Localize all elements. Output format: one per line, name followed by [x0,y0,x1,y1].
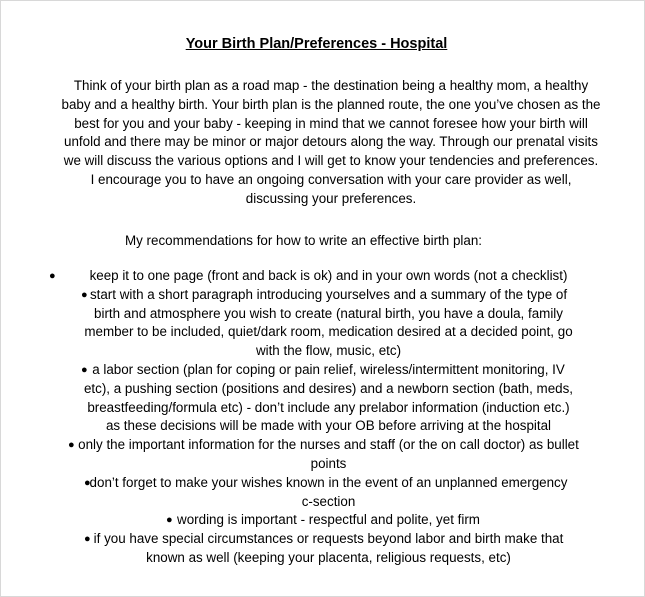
list-item-line: birth and atmosphere you wish to create (natural birth, you have a doula, family [94,305,563,321]
list-item-line: c-section [301,493,356,509]
list-item [41,286,616,361]
list-item-line: with the flow, music, etc) [255,343,402,359]
list-item [41,530,616,568]
list-item [41,267,616,286]
bullet-icon: ● [166,514,173,527]
bullet-icon: ● [84,476,91,489]
list-item-line: start with a short paragraph introducing yourselves and a summary of the type of [89,286,568,302]
list-item-line: breastfeeding/formula etc) - don’t include any prelabor information (induction etc.) [87,399,570,415]
list-item-line: points [310,455,347,471]
page-title: Your Birth Plan/Preferences - Hospital [185,36,448,52]
list-item-line: wording is important - respectful and polite, yet firm [177,512,480,528]
intro-line: I encourage you to have an ongoing conversation with your care provider as well, [90,171,572,187]
list-item-line: don’t forget to make your wishes known in the event of an unplanned emergency [89,474,568,490]
bullet-icon: ● [81,288,88,301]
list-item-line: as these decisions will be made with your OB before arriving at the hospital [105,418,552,434]
list-item-line: a labor section (plan for coping or pain relief, wireless/intermittent monitoring, IV [92,361,565,377]
list-item [41,436,616,474]
recommendations-heading: My recommendations for how to write an effective birth plan: [124,233,482,248]
list-item [41,511,616,530]
intro-line: unfold and there may be minor or major detours along the way. Through our prenatal visits [64,134,598,150]
intro-line: Think of your birth plan as a road map - the destination being a healthy mom, a healthy [73,78,589,93]
list-item [41,361,616,436]
list-item-line: keep it to one page (front and back is ok) and in your own words (not a checklist) [89,268,568,283]
intro-line: best for you and your baby - keeping in mind that we cannot foresee how your birth will [74,115,588,131]
recommendations-list [41,267,616,568]
list-item-line: etc), a pushing section (positions and desires) and a newborn section (bath, meds, [83,380,574,396]
list-item-line: known as well (keeping your placenta, religious requests, etc) [146,549,511,565]
list-item-line: only the important information for the nurses and staff (or the on call doctor) as bullet [78,437,579,453]
list-item-line: if you have special circumstances or requests beyond labor and birth make that [93,531,564,547]
bullet-icon: ● [81,363,88,376]
bullet-icon: ● [49,270,56,282]
list-item [41,474,616,512]
list-item-line: member to be included, quiet/dark room, medication desired at a decided point, go [84,324,573,340]
bullet-icon: ● [84,533,91,546]
intro-line: baby and a healthy birth. Your birth plan is the planned route, the one you’ve chosen as the [61,96,601,112]
intro-paragraph [41,77,621,209]
intro-line: discussing your preferences. [245,190,417,206]
intro-line: we will discuss the various options and I will get to know your tendencies and preferences. [63,153,599,169]
bullet-icon: ● [68,439,75,452]
